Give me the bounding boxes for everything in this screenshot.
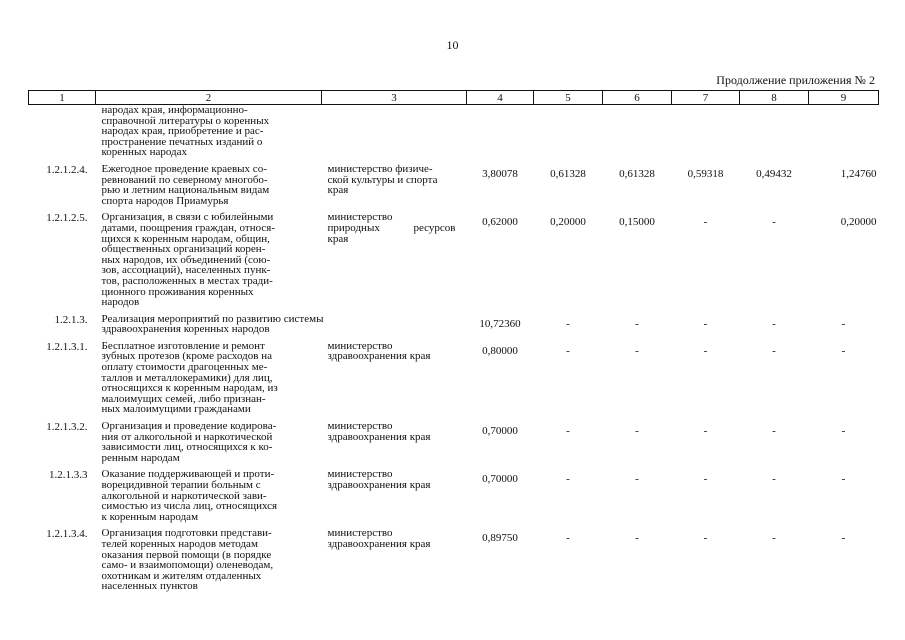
row-value-total: 0,70000 [482, 425, 518, 438]
row-executor [322, 105, 467, 158]
row-value-y2: 0,61328 [619, 167, 655, 180]
row-value-y5: 1,24760 [840, 167, 877, 180]
row-value-y5: - [841, 425, 846, 438]
row-value-y4: - [772, 532, 776, 545]
row-value-y2: - [635, 317, 639, 330]
header-row [29, 91, 879, 105]
table-row [29, 164, 879, 206]
row-value-y3: - [703, 532, 708, 545]
row-name [96, 314, 467, 335]
table-row [29, 469, 879, 522]
row-code: 1.2.1.3.1. [46, 340, 88, 353]
row-executor-text: министерство физиче- ской культуры и спорта края [327, 162, 438, 197]
row-value-y5 [809, 105, 879, 158]
row-value-y1: - [566, 532, 570, 545]
row-code: 1.2.1.3.2. [46, 421, 88, 434]
row-value-y1: - [566, 425, 570, 438]
row-executor-text: министерство здравоохранения края [327, 339, 431, 363]
row-value-y3: - [703, 425, 708, 438]
row-value-y2 [603, 105, 672, 158]
row-value-y5: - [841, 532, 846, 545]
row-value-total: 3,80078 [482, 167, 518, 180]
row-value-y2: 0,15000 [619, 216, 655, 229]
table-row [29, 105, 879, 158]
row-name-text: Организация подготовки представи- телей коренных народов методам оказания первой помощи (в порядке само- и взаимопомощи) оленеводам, охотникам и жителям отдаленных населенных пунктов [101, 527, 274, 593]
row-executor-line: министерство [327, 211, 393, 224]
row-name [96, 105, 322, 158]
row-value-y2: - [635, 473, 639, 486]
row-executor [322, 164, 467, 206]
row-value-y3: - [703, 344, 708, 357]
col-header-1: 1 [29, 91, 96, 105]
col-header-3: 3 [322, 91, 467, 105]
row-value-total: 0,80000 [482, 344, 518, 357]
col-header-7: 7 [672, 91, 740, 105]
row-executor [322, 212, 467, 307]
row-executor-text: министерство здравоохранения края [327, 468, 431, 491]
row-value-total: 0,62000 [482, 216, 518, 229]
row-executor-word: ресурсов [413, 221, 456, 234]
row-name-text: народах края, информационно- справочной литературы о коренных народах края, приобретение и рас- пространение печатных изданий о коренных народах [101, 104, 270, 159]
row-value-y4: - [772, 317, 776, 330]
row-code: 1.2.1.2.4. [46, 163, 88, 176]
table-row [29, 528, 879, 592]
row-name [96, 164, 322, 206]
row-value-y4: 0,49432 [756, 167, 792, 180]
row-name-text: Бесплатное изготовление и ремонт зубных протезов (кроме расходов на оплату стоимости драгоценных ме- таллов и металлокерамики) для лиц, относящихся к коренным народам, из малоимущих семей, либо признан- ных малоимущими гражданами [101, 339, 278, 416]
row-code: 1.2.1.3.3 [49, 469, 88, 482]
row-value-y5: 0,20000 [840, 216, 877, 229]
row-value-y4: - [772, 216, 776, 229]
row-name-text: Ежегодное проведение краевых со- ревнований по северному многобо- рью и летним национальным видам спорта народов Приамурья [101, 162, 270, 207]
row-value-y3: - [703, 216, 708, 229]
col-header-6: 6 [603, 91, 672, 105]
row-executor-word: природных [327, 221, 380, 234]
row-value-y2: - [635, 425, 639, 438]
row-executor-line: края [327, 232, 349, 245]
row-name-text: Оказание поддерживающей и проти- ворецидивной терапии больным с алкогольной и наркотической зави- симостью из числа лиц, относящихся к коренным народам [101, 468, 278, 523]
row-value-y3: - [703, 473, 708, 486]
row-value-y3 [672, 105, 740, 158]
row-name-text: Организация и проведение кодирова- ния от алкогольной и наркотической зависимости лиц, относящихся к ко- ренным народам [101, 420, 277, 464]
row-value-y3: 0,59318 [687, 167, 724, 180]
row-name-line: здравоохранения коренных народов [101, 323, 270, 336]
col-header-5: 5 [534, 91, 603, 105]
row-value-y1: 0,61328 [550, 167, 586, 180]
table-row [29, 314, 879, 335]
col-header-8: 8 [740, 91, 809, 105]
program-table [28, 90, 879, 592]
row-value-y5: - [841, 317, 846, 330]
row-value-y5: - [841, 344, 846, 357]
row-value-y1: - [566, 473, 570, 486]
table-row [29, 341, 879, 415]
row-value-total [467, 105, 534, 158]
row-value-y2: - [635, 532, 639, 545]
row-value-total: 10,72360 [479, 317, 521, 330]
row-executor-text: министерство здравоохранения края [327, 420, 431, 443]
row-name [96, 421, 322, 463]
row-code [29, 105, 96, 158]
row-name-text: Организация, в связи с юбилейными датами, поощрения граждан, относя- щихся к коренным народам, общин, общественных организаций корен- ных народов, их объединений (сою- зов, ассоциаций), населенных пунк- тов, расположенных в местах тради- ционного проживания коренных народов [101, 211, 275, 309]
row-name [96, 341, 322, 415]
row-code: 1.2.1.3.4. [46, 528, 88, 541]
row-value-y1: - [566, 317, 570, 330]
row-value-y4: - [772, 473, 776, 486]
col-header-2: 2 [96, 91, 322, 105]
table-row [29, 421, 879, 463]
row-code: 1.2.1.2.5. [46, 212, 88, 225]
row-executor [322, 528, 467, 592]
row-value-y5: - [841, 473, 846, 486]
row-value-y1: 0,20000 [550, 216, 586, 229]
row-code: 1.2.1.3. [54, 313, 88, 326]
row-value-y4 [740, 105, 809, 158]
col-header-4: 4 [467, 91, 534, 105]
row-value-total: 0,70000 [482, 473, 518, 486]
row-value-y1: - [566, 344, 570, 357]
row-value-y2: - [635, 344, 639, 357]
col-header-9: 9 [809, 91, 879, 105]
row-value-total: 0,89750 [482, 532, 518, 545]
row-name-line: Реализация мероприятий по развитию системы [101, 312, 324, 325]
row-name [96, 528, 322, 592]
row-value-y3: - [703, 317, 708, 330]
row-executor-text: министерство здравоохранения края [327, 527, 431, 550]
row-value-y1 [534, 105, 603, 158]
row-executor [322, 421, 467, 463]
row-executor [322, 341, 467, 415]
table-row [29, 212, 879, 307]
row-name [96, 469, 322, 522]
continuation-label: Продолжение приложения № 2 [716, 73, 875, 87]
page-number: 10 [446, 38, 459, 52]
row-value-y4: - [772, 344, 776, 357]
row-name [96, 212, 322, 307]
row-value-y4: - [772, 425, 776, 438]
row-executor [322, 469, 467, 522]
